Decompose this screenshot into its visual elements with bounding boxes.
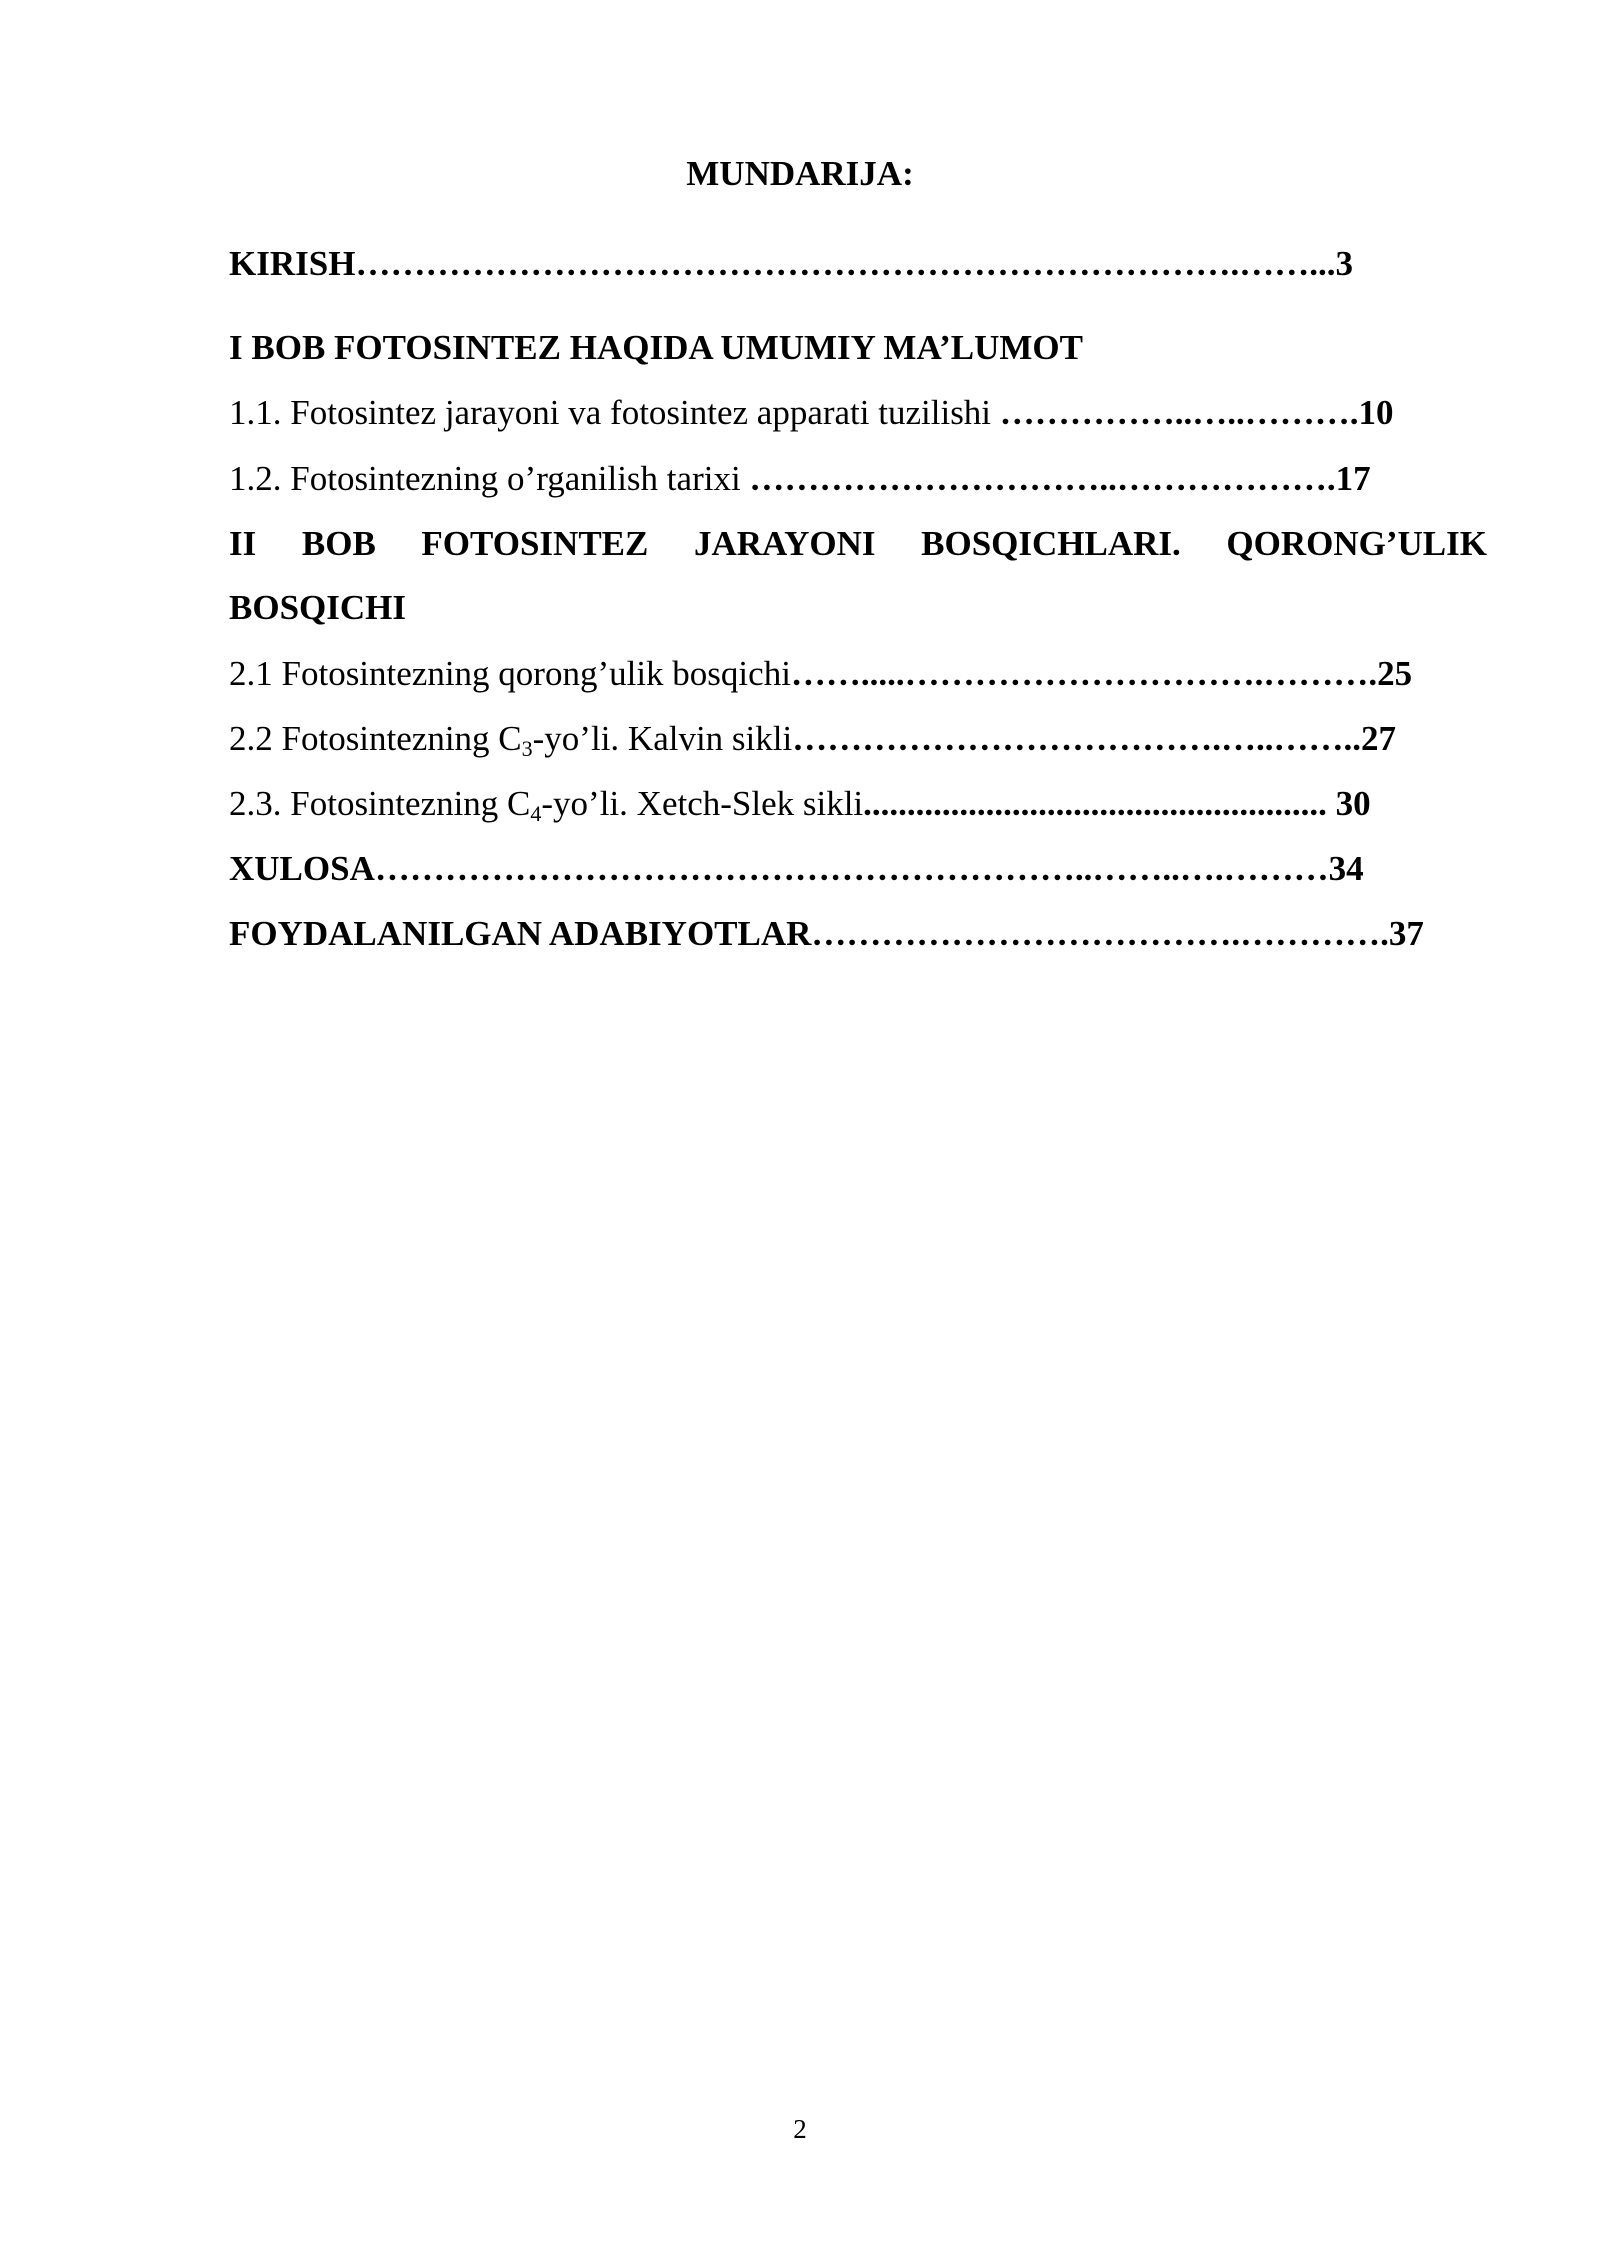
toc-leader-dots: ……………………………….…………. [811,914,1389,953]
toc-leader-dots: ………………………………………………………………….……... [355,244,1336,283]
toc-page-number: 10 [1358,393,1394,432]
toc-entry-label: 1.2. Fotosintezning o’rganilish tarixi [229,459,750,498]
toc-leader-dots: …………………………..………………. [749,459,1336,498]
toc-chapter-word: II [229,524,257,563]
toc-chapter-word: FOTOSINTEZ [421,524,649,563]
toc-subscript: 4 [530,801,542,826]
toc-entry-xulosa [229,847,1364,891]
toc-chapter-2-line-2 [229,586,406,630]
toc-entry-label: 2.3. Fotosintezning C [229,784,531,823]
toc-entry-1-1 [229,391,1394,435]
toc-entry-kirish [229,242,1353,286]
toc-chapter-label: BOSQICHI [229,588,406,627]
toc-leader-dots: ..................................................... [863,784,1336,823]
toc-leader-dots: ……………………………….…..…….. [792,719,1361,758]
toc-page-number: 17 [1335,459,1371,498]
toc-entry-2-1 [229,652,1412,696]
toc-chapter-word: QORONG’ULIK [1226,524,1487,563]
toc-page-number: 37 [1388,914,1424,953]
toc-page-number: 30 [1335,784,1371,823]
toc-entry-label-rest: -yo’li. Kalvin sikli [532,719,793,758]
toc-entry-2-3 [229,782,1371,826]
toc-entry-label: KIRISH [229,244,356,283]
toc-subscript: 3 [521,736,533,761]
toc-page-number: 3 [1335,244,1353,283]
toc-entry-label-rest: -yo’li. Xetch-Slek sikli [541,784,864,823]
toc-chapter-word: BOB [301,524,376,563]
toc-page-number: 27 [1360,719,1396,758]
toc-leader-dots: …….....………………………….………. [790,654,1378,693]
toc-chapter-word: JARAYONI [693,524,876,563]
page-title: MUNDARIJA: [686,154,914,193]
toc-entry-1-2 [229,457,1371,501]
toc-leader-dots: ……………..…..………. [999,393,1359,432]
toc-entry-label: XULOSA [229,849,375,888]
toc-chapter-1 [229,326,1083,370]
page-number: 2 [793,2114,807,2144]
toc-entry-label: 1.1. Fotosintez jarayoni va fotosintez apparati tuzilishi [229,393,1000,432]
toc-chapter-label: I BOB FOTOSINTEZ HAQIDA UMUMIY MA’LUMOT [229,328,1083,367]
toc-entry-label: 2.2 Fotosintezning C [229,719,522,758]
toc-entry-2-2 [229,717,1396,761]
toc-entry-label: 2.1 Fotosintezning qorong’ulik bosqichi [229,654,791,693]
toc-page-number: 34 [1328,849,1364,888]
toc-page-number: 25 [1377,654,1413,693]
toc-entry-adabiyotlar [229,912,1424,956]
toc-chapter-word: BOSQICHLARI. [921,524,1181,563]
toc-chapter-2 [229,522,1487,566]
toc-entry-label: FOYDALANILGAN ADABIYOTLAR [229,914,812,953]
toc-leader-dots: ……………………………………………………..……..….……… [374,849,1329,888]
